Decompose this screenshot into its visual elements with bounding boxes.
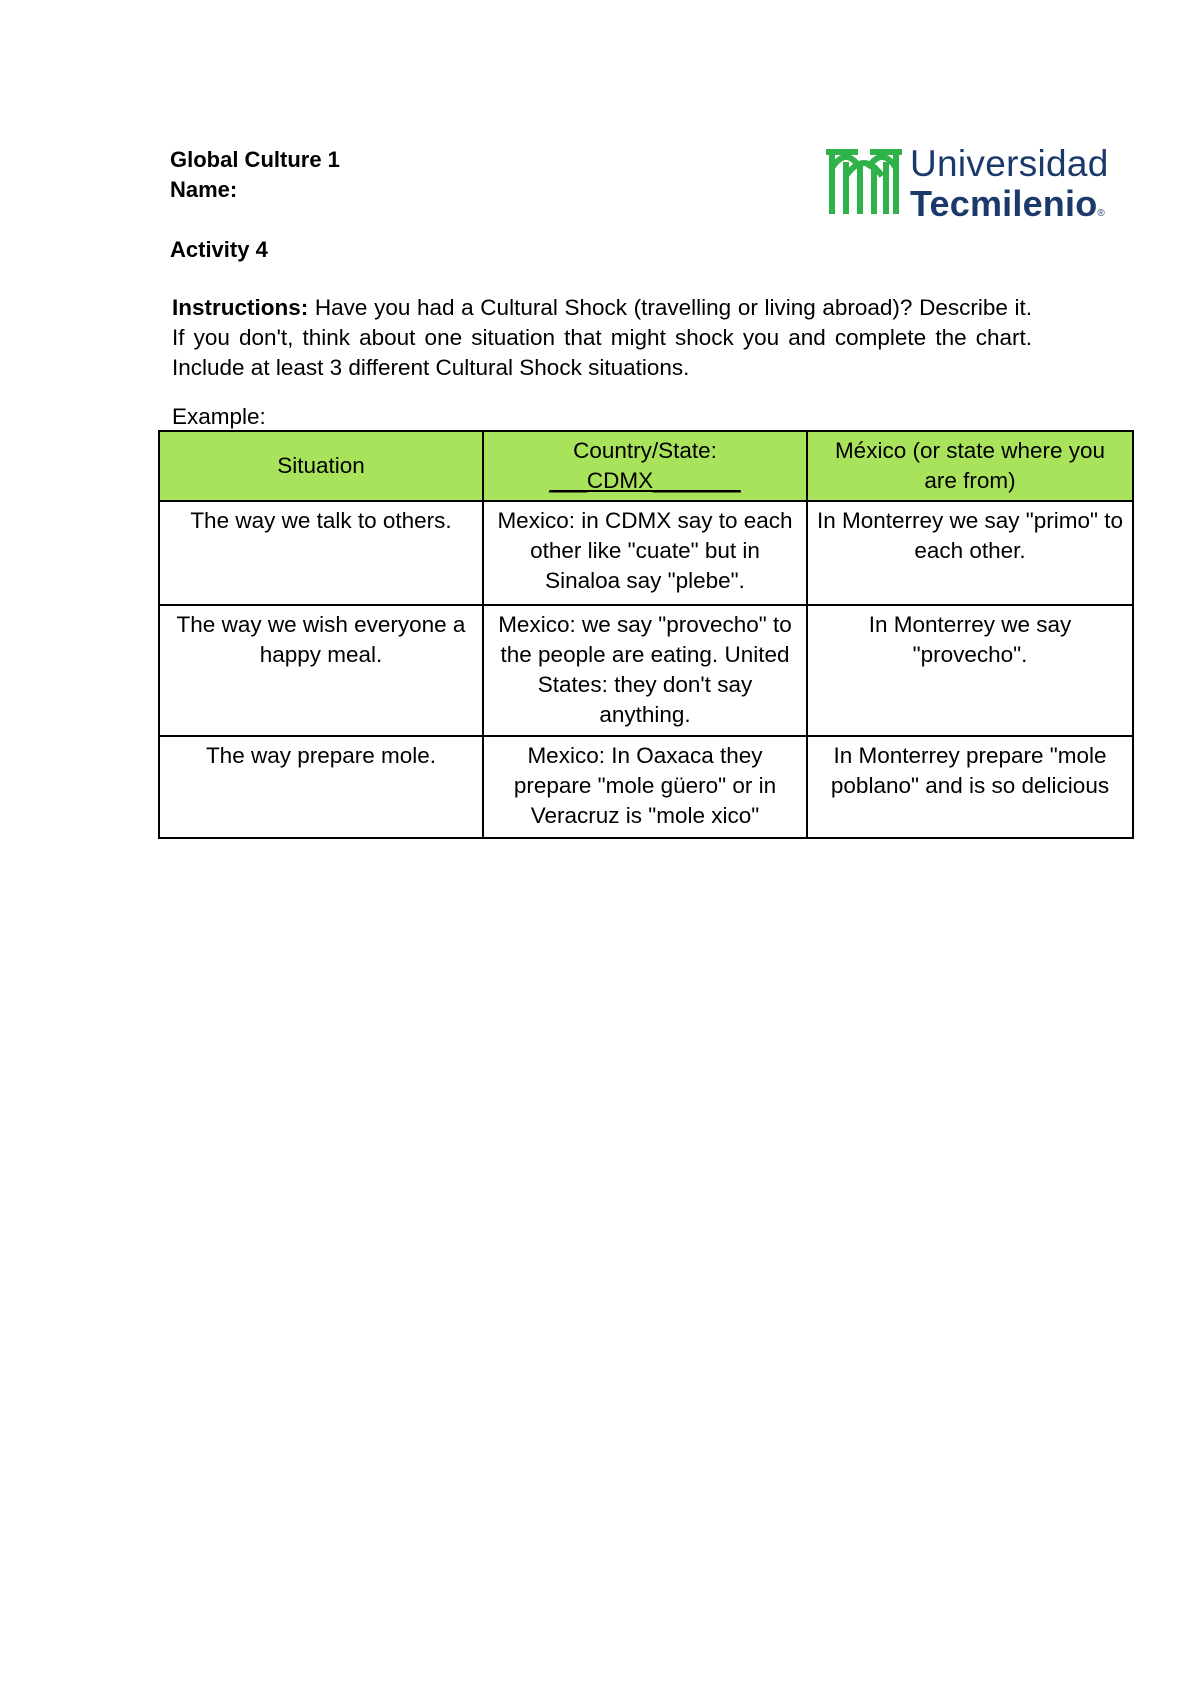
example-label: Example:	[172, 404, 266, 429]
logo-line-tecmilenio	[910, 184, 1109, 234]
logo-wordmark	[910, 144, 1109, 234]
tecmilenio-arch-icon	[824, 140, 904, 220]
instructions-text: Have you had a Cultural Shock (travelling or living abroad)? Describe it. If you don't, think about one situation that might shock you and complete the chart. Include at least 3 different Cultural Shock situations.	[172, 295, 1032, 380]
cell-mexico: In Monterrey we say "primo" to each other.	[807, 501, 1133, 605]
logo-tecmilenio-text: Tecmilenio	[910, 183, 1098, 224]
logo-line-universidad: Universidad	[910, 143, 1109, 184]
cell-country: Mexico: in CDMX say to each other like "cuate" but in Sinaloa say "plebe".	[483, 501, 807, 605]
cell-situation: The way we talk to others.	[159, 501, 483, 605]
cell-mexico: In Monterrey we say "provecho".	[807, 605, 1133, 736]
table-row	[159, 501, 1133, 605]
header-mexico: México (or state where you are from)	[807, 431, 1133, 501]
course-title: Global Culture 1	[170, 147, 340, 172]
header-country-state	[483, 431, 807, 501]
instructions-label: Instructions:	[172, 295, 309, 320]
header-country-value: ___CDMX_______	[549, 468, 741, 493]
cell-country: Mexico: In Oaxaca they prepare "mole güero" or in Veracruz is "mole xico"	[483, 736, 807, 838]
header-situation: Situation	[159, 431, 483, 501]
name-label: Name:	[170, 177, 238, 202]
cell-mexico: In Monterrey prepare "mole poblano" and is so delicious	[807, 736, 1133, 838]
activity-title: Activity 4	[170, 237, 268, 262]
registered-mark: ®	[1097, 208, 1105, 219]
cell-situation: The way we wish everyone a happy meal.	[159, 605, 483, 736]
header-country-label: Country/State:	[573, 438, 717, 463]
cell-country: Mexico: we say "provecho" to the people are eating. United States: they don't say anything.	[483, 605, 807, 736]
table-row	[159, 736, 1133, 838]
table-row	[159, 605, 1133, 736]
cultural-shock-chart	[158, 430, 1134, 839]
university-logo	[824, 140, 1124, 230]
instructions-paragraph	[172, 293, 1032, 383]
table-header-row	[159, 431, 1133, 501]
cell-situation: The way prepare mole.	[159, 736, 483, 838]
